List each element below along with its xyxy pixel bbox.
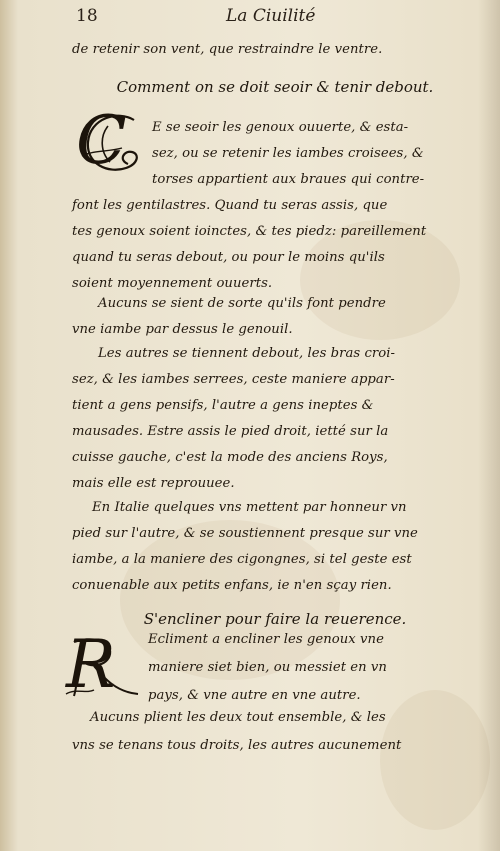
text-line: mais elle est reprouuee. [72,476,235,491]
text-line: cuisse gauche, c'est la mode des anciens Roys, [72,450,388,465]
paper-stain [120,520,340,680]
paper-stain [380,690,490,830]
text-line: tes genoux soient ioinctes, & tes piedz: pareillement [72,224,427,239]
text-line: sez, & les iambes serrees, ceste maniere appar- [72,372,395,387]
text-line: conuenable aux petits enfans, ie n'en sçay rien. [72,578,392,593]
text-line: Les autres se tiennent debout, les bras croi- [98,346,396,361]
running-title: La Ciuilité [226,6,316,26]
text-line: sez, ou se retenir les iambes croisees, & [152,146,424,161]
text-line: pays, & vne autre en vne autre. [148,688,361,703]
decorated-initial: R [66,626,116,703]
decorated-initial: C [76,102,127,179]
section-heading: S'encliner pour faire la reuerence. [143,610,407,628]
text-line: maniere siet bien, ou messiet en vn [148,660,387,675]
text-line: E se seoir les genoux ouuerte, & esta- [152,120,409,135]
running-head [76,6,474,28]
text-line: Aucuns plient les deux tout ensemble, & les [90,710,386,725]
text-line: Aucuns se sient de sorte qu'ils font pendre [98,296,386,311]
text-line: vns se tenans tous droits, les autres aucunement [72,738,402,753]
text-line: vne iambe par dessus le genouil. [72,322,293,337]
text-line: quand tu seras debout, ou pour le moins qu'ils [72,250,385,265]
text-line: pied sur l'autre, & se soustiennent presque sur vne [72,526,418,541]
text-line: de retenir son vent, que restraindre le ventre. [72,42,383,57]
text-line: mausades. Estre assis le pied droit, ietté sur la [72,424,389,439]
text-line: Ecliment a encliner les genoux vne [148,632,384,647]
page-number: 18 [76,6,98,26]
text-line: font les gentilastres. Quand tu seras assis, que [72,198,388,213]
text-line: soient moyennement ouuerts. [72,276,273,291]
text-line: iambe, a la maniere des cigongnes, si tel geste est [72,552,412,567]
text-line: torses appartient aux braues qui contre- [152,172,425,187]
text-line: tient a gens pensifs, l'autre a gens ineptes & [72,398,374,413]
text-line: En Italie quelques vns mettent par honneur vn [92,500,407,515]
section-heading: Comment on se doit seoir & tenir debout. [116,78,434,96]
